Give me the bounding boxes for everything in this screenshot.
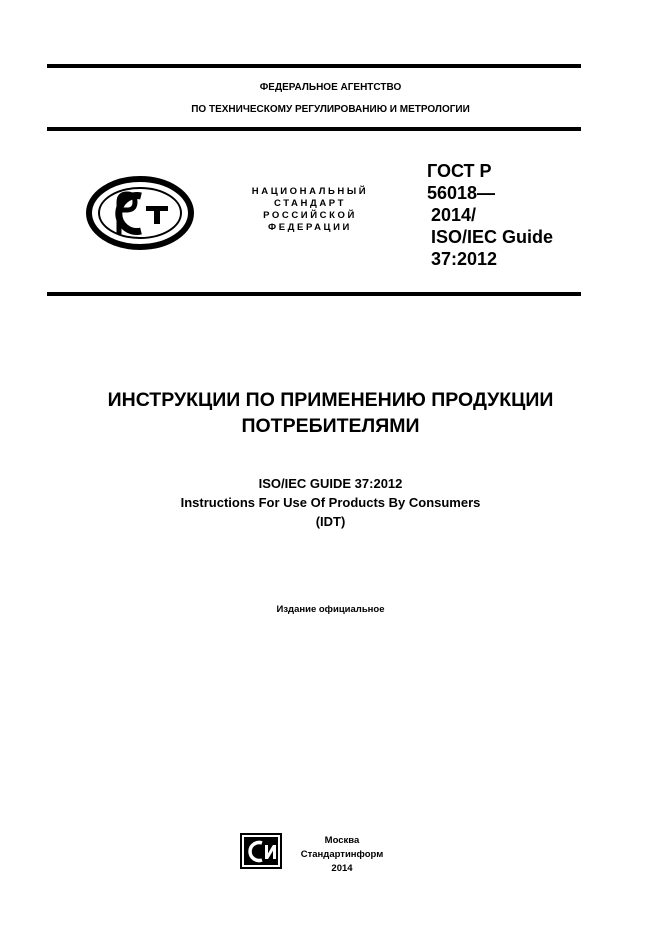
publisher-city: Москва (324, 835, 360, 846)
publisher-year: 2014 (331, 863, 353, 874)
agency-name (0, 77, 661, 121)
designation-line-5: 37:2012 (431, 249, 498, 269)
subtitle-line-2: Instructions For Use Of Products By Consumers (180, 495, 481, 510)
agency-line-2: ПО ТЕХНИЧЕСКОМУ РЕГУЛИРОВАНИЮ И МЕТРОЛОГИИ (191, 104, 470, 115)
agency-bottom-rule (47, 127, 581, 131)
document-subtitle (0, 474, 661, 531)
standartinform-logo-icon (240, 833, 282, 869)
subtitle-line-3: (IDT) (315, 514, 346, 529)
title-line-2: ПОТРЕБИТЕЛЯМИ (241, 415, 420, 437)
edition-note: Издание официальное (276, 604, 385, 615)
subtitle-line-1: ISO/IEC GUIDE 37:2012 (258, 476, 403, 491)
publisher-info (294, 834, 390, 876)
national-line-3: РОССИЙСКОЙ (263, 210, 357, 221)
title-line-1: ИНСТРУКЦИИ ПО ПРИМЕНЕНИЮ ПРОДУКЦИИ (107, 389, 554, 411)
national-line-4: ФЕДЕРАЦИИ (268, 222, 352, 233)
document-title (0, 387, 661, 439)
national-line-1: НАЦИОНАЛЬНЫЙ (251, 186, 369, 197)
rst-certification-logo-icon (86, 176, 194, 250)
publisher-name: Стандартинформ (300, 849, 384, 860)
agency-line-1: ФЕДЕРАЛЬНОЕ АГЕНТСТВО (259, 82, 402, 93)
designation-line-2: 56018— (427, 183, 496, 203)
designation-line-4: ISO/IEC Guide (431, 227, 554, 247)
standard-designation (410, 160, 553, 270)
designation-line-1: ГОСТ Р (427, 161, 492, 181)
top-rule (47, 64, 581, 68)
national-line-2: СТАНДАРТ (274, 198, 346, 209)
designation-line-3: 2014/ (431, 205, 477, 225)
national-standard-label (240, 186, 380, 234)
header-bottom-rule (47, 292, 581, 296)
